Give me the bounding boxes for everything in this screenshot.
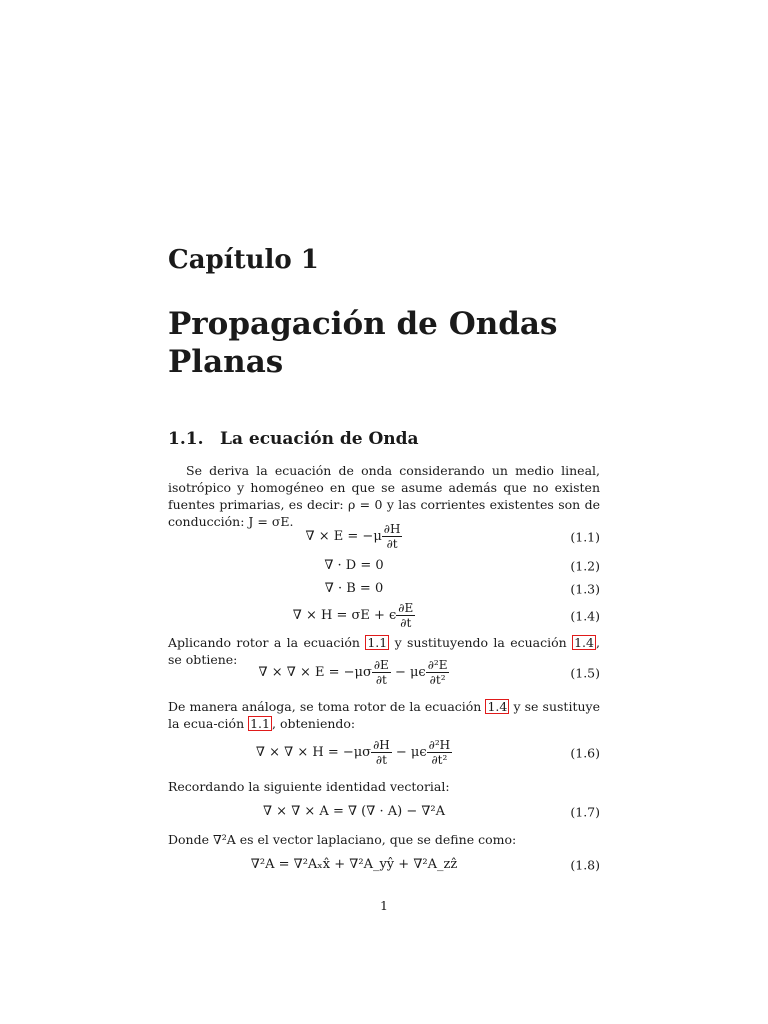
equation-number: (1.5) [570, 665, 600, 681]
section-title: La ecuación de Onda [220, 429, 419, 449]
equation-1-6 [168, 738, 600, 768]
paragraph-identidad: Recordando la siguiente identidad vectorial: [168, 779, 450, 794]
text-run: , obteniendo: [272, 716, 356, 731]
eq-lhs: ∇ × ∇ × H = −μσ [255, 745, 372, 760]
frac-numerator: ∂E [373, 658, 389, 672]
equation-1-4 [168, 601, 600, 631]
equation-1-3 [168, 579, 600, 599]
equation-ref-link[interactable]: 1.4 [574, 635, 594, 650]
chapter-title: Propagación de Ondas Planas [168, 306, 558, 380]
frac-numerator: ∂H [373, 738, 390, 752]
equation-ref-link[interactable]: 1.1 [367, 635, 388, 650]
frac-numerator: ∂²E [427, 658, 448, 672]
equation-ref-link[interactable]: 1.4 [487, 699, 508, 714]
text-run: y se sustituye la ecua-ción [168, 699, 600, 731]
eq-body: ∇ · B = 0 [324, 581, 384, 596]
equation-1-8 [168, 855, 600, 875]
frac-denominator: ∂t [375, 753, 387, 767]
equation-1-5 [168, 658, 600, 688]
equation-1-1 [168, 522, 600, 552]
text-run: De manera análoga, se toma rotor de la ecuación [168, 699, 482, 714]
frac-numerator: ∂H [383, 522, 401, 536]
frac-numerator: ∂E [398, 601, 414, 615]
intro-paragraph: Se deriva la ecuación de onda considerando un medio lineal, isotrópico y homogéneo en que se asume además que no existen fuentes primarias, es decir: ρ = 0 y las corrientes existentes son de conducción: J = σE. [168, 463, 600, 529]
frac-numerator: ∂²H [428, 738, 451, 752]
equation-number: (1.6) [570, 745, 600, 761]
eq-lhs: ∇ × ∇ × E = −μσ [258, 665, 372, 680]
eq-lhs: ∇ × E = −μ [305, 529, 382, 544]
eq-body: ∇²A = ∇²Aₓx̂ + ∇²A_yŷ + ∇²A_zẑ [250, 857, 458, 872]
text-run: , se obtiene: [168, 635, 600, 667]
chapter-label: Capítulo 1 [168, 245, 319, 275]
paragraph-analoga [168, 698, 600, 732]
equation-number: (1.1) [570, 529, 600, 545]
equation-1-2 [168, 556, 600, 576]
section-number: 1.1. [168, 429, 204, 449]
text-run: Aplicando rotor a la ecuación [168, 635, 360, 650]
equation-number: (1.7) [570, 804, 600, 820]
equation-1-7 [168, 802, 600, 822]
eq-body: ∇ × ∇ × A = ∇ (∇ · A) − ∇²A [262, 804, 446, 819]
equation-number: (1.4) [570, 608, 600, 624]
text-run: y sustituyendo la ecuación [394, 635, 567, 650]
frac-denominator: ∂t [386, 537, 398, 551]
eq-mid: − μϵ [390, 665, 426, 680]
frac-denominator: ∂t [375, 673, 387, 687]
frac-denominator: ∂t² [431, 753, 448, 767]
equation-number: (1.3) [570, 581, 600, 597]
section-heading [168, 429, 419, 449]
paragraph-laplaciano: Donde ∇²A es el vector laplaciano, que se define como: [168, 832, 517, 847]
equation-ref-link[interactable]: 1.1 [250, 716, 270, 731]
equation-number: (1.2) [570, 558, 600, 574]
eq-mid: − μϵ [391, 745, 427, 760]
page-number: 1 [380, 898, 388, 913]
eq-body: ∇ · D = 0 [324, 558, 384, 573]
equation-number: (1.8) [570, 857, 600, 873]
eq-lhs: ∇ × H = σE + ϵ [292, 608, 397, 623]
frac-denominator: ∂t² [429, 673, 446, 687]
frac-denominator: ∂t [400, 616, 412, 630]
